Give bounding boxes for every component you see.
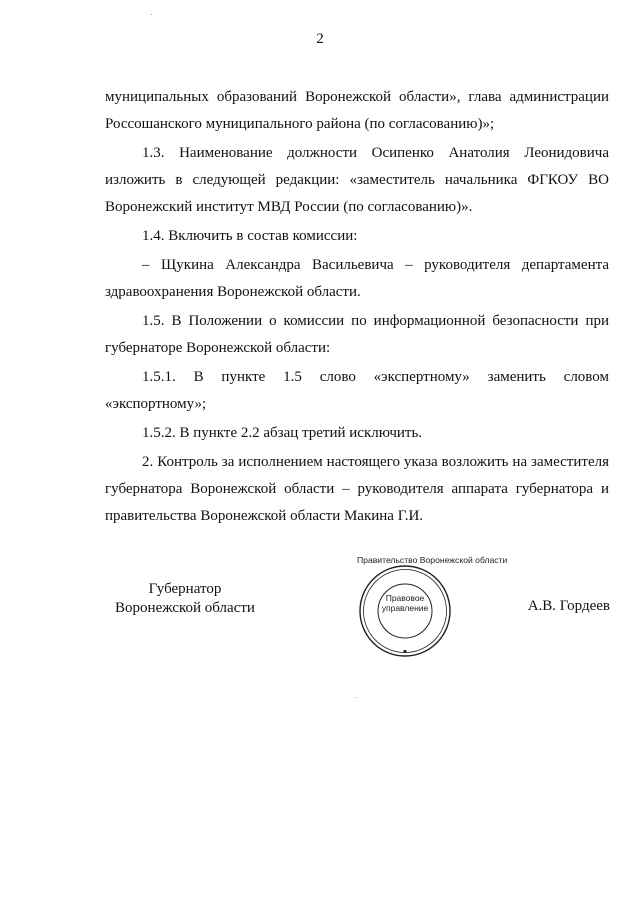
signature-position-line1: Губернатор	[148, 581, 222, 597]
seal-center-line2: управление	[381, 603, 429, 613]
paragraph-1-5-1: 1.5.1. В пункте 1.5 слово «экспертному» заменить словом «экспортному»;	[105, 369, 609, 412]
signature-position	[105, 580, 265, 618]
signatory-name: А.В. Гордеев	[527, 598, 610, 614]
paragraph-1-5-2: 1.5.2. В пункте 2.2 абзац третий исключить.	[142, 425, 423, 441]
scan-speck	[356, 697, 357, 698]
signature-position-line2: Воронежской области	[115, 600, 255, 616]
seal-center-line1: Правовое	[385, 593, 425, 603]
paragraph-1-3: 1.3. Наименование должности Осипенко Анатолия Леонидовича изложить в следующей редакции: «заместитель начальника ФГКОУ ВО Воронежский институт МВД России (по согласованию)».	[105, 145, 609, 215]
paragraph-1-4-item: – Щукина Александра Васильевича – руководителя департамента здравоохранения Воронежской области.	[105, 257, 609, 300]
paragraph-1-4: 1.4. Включить в состав комиссии:	[142, 228, 358, 244]
seal-center-text	[375, 593, 435, 613]
page-number: 2	[316, 31, 324, 47]
paragraph-2: 2. Контроль за исполнением настоящего указа возложить на заместителя губернатора Воронежской области – руководителя аппарата губернатора и правительства Воронежской области Макина Г.И.	[105, 454, 609, 524]
official-seal-icon	[357, 555, 508, 659]
paragraph-1-5: 1.5. В Положении о комиссии по информационной безопасности при губернаторе Воронежской области:	[105, 313, 609, 356]
scan-speck	[151, 14, 152, 15]
seal-ring-text: Правительство Воронежской области	[357, 555, 508, 565]
document-body	[105, 84, 609, 532]
paragraph-continuation: муниципальных образований Воронежской области», глава администрации Россошанского муниципального района (по согласованию)»;	[105, 89, 609, 132]
